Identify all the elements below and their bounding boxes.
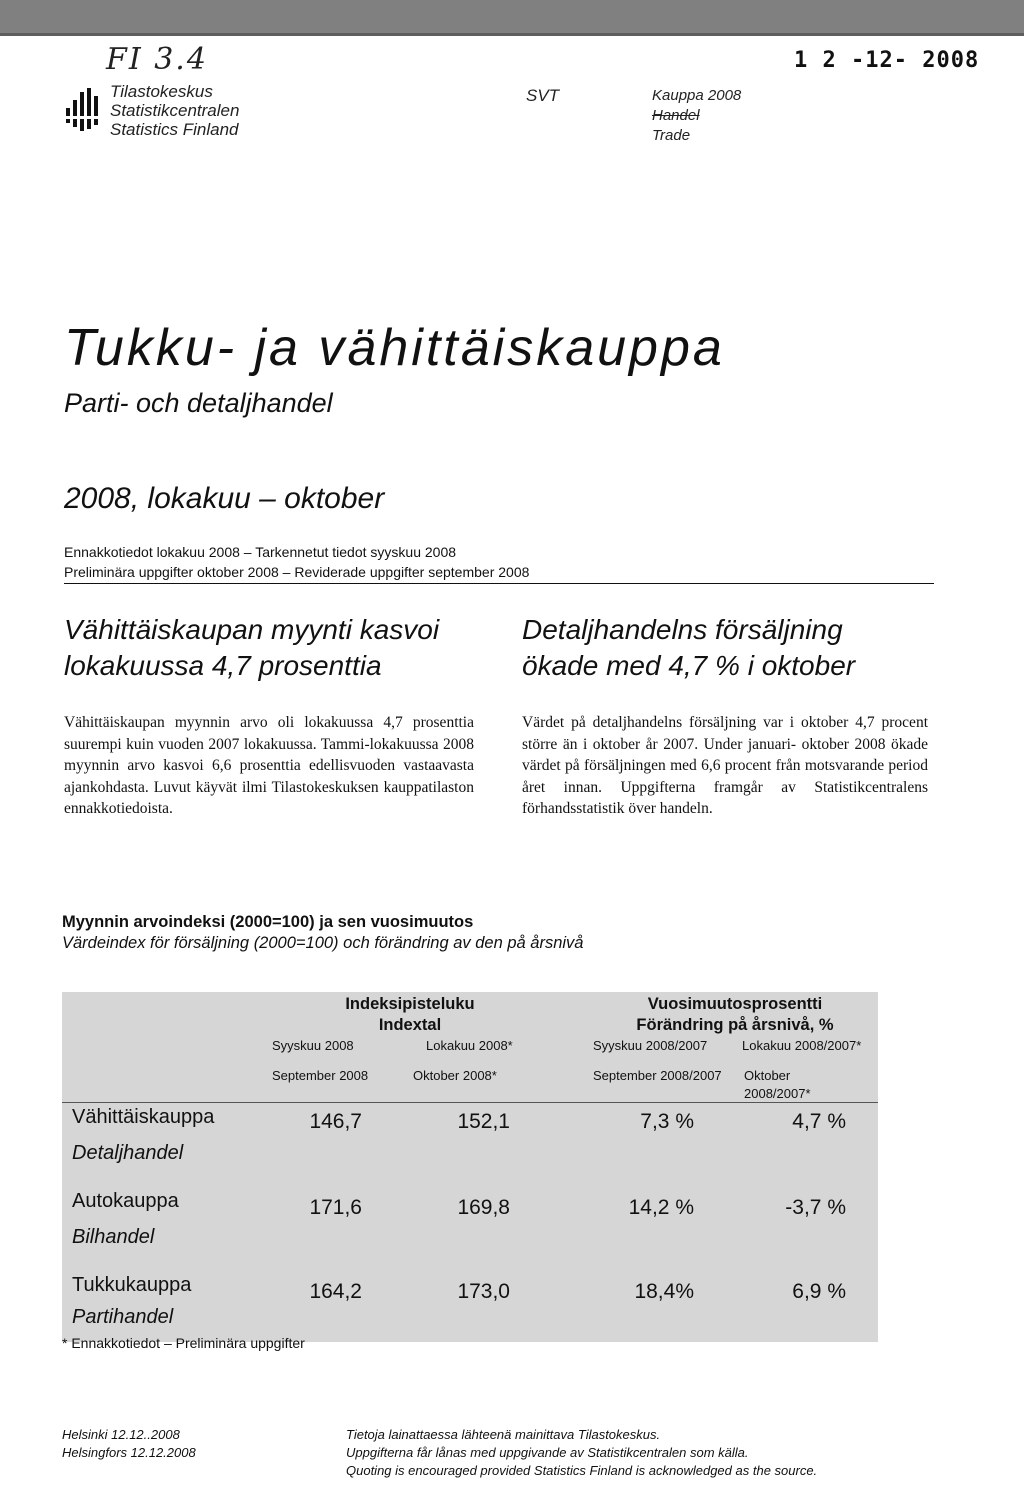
subject-label — [652, 86, 741, 146]
subject-sv: Handel — [652, 107, 700, 124]
right-heading-line1: Detaljhandelns försäljning — [522, 614, 843, 645]
quoting-note-en: Quoting is encouraged provided Statistics Finland is acknowledged as the source. — [346, 1463, 818, 1478]
right-heading-line2: ökade med 4,7 % i oktober — [522, 650, 856, 681]
handwritten-note: FI 3.4 — [106, 42, 208, 77]
scan-top-bar — [0, 0, 1024, 36]
table-cell: 169,8 — [457, 1196, 510, 1219]
table-cell: -3,7 % — [785, 1196, 846, 1219]
place-date-fi: Helsinki 12.12..2008 — [62, 1427, 180, 1442]
col-header-sep-change-fi: Syyskuu 2008/2007 — [593, 1038, 708, 1053]
table-group-index — [290, 994, 530, 1036]
place-date-sv: Helsingfors 12.12.2008 — [62, 1445, 196, 1460]
org-name-fi: Tilastokeskus — [110, 82, 213, 101]
place-date — [62, 1426, 196, 1462]
date-stamp: 1 2 -12- 2008 — [794, 48, 980, 73]
row-wholesale-label-sv: Partihandel — [72, 1306, 174, 1328]
col-header-oct-change-sv-1: Oktober — [744, 1068, 791, 1083]
table-cell: 146,7 — [309, 1110, 362, 1133]
left-column-body: Vähittäiskaupan myynnin arvo oli lokakuussa 4,7 prosenttia suurempi kuin vuoden 2007 lokakuussa. Tammi-lokakuussa 2008 myynnin arvo kasvoi 6,6 prosenttia edellisvuoden vastaavasta ajankohdasta. Luvut käyvät ilmi Tilastokeskuksen kauppatilaston ennakkotiedoista. — [64, 714, 474, 817]
table-title — [62, 912, 583, 954]
group-change-sv: Förändring på årsnivå, % — [636, 1016, 834, 1034]
period-heading: 2008, lokakuu – oktober — [64, 482, 385, 515]
row-retail-label-fi: Vähittäiskauppa — [72, 1106, 215, 1128]
row-auto-label-fi: Autokauppa — [72, 1190, 179, 1212]
col-header-oct-fi: Lokakuu 2008* — [426, 1038, 513, 1053]
table-title-fi: Myynnin arvoindeksi (2000=100) ja sen vuosimuutos — [62, 913, 474, 931]
group-index-fi: Indeksipisteluku — [345, 995, 475, 1013]
org-name-en: Statistics Finland — [110, 120, 239, 139]
page-subtitle: Parti- och detaljhandel — [64, 388, 333, 418]
left-heading-line1: Vähittäiskaupan myynti kasvoi — [64, 614, 440, 645]
right-column-body: Värdet på detaljhandelns försäljning var i oktober 4,7 procent större än i oktober år 2007. Under januari- oktober 2008 ökade värdet på försäljningen med 6,6 procent från motsvarande period året innan. Uppgifterna framgår av Statistikcentralens förhandsstatistik över handeln. — [522, 714, 928, 817]
page-title: Tukku- ja vähittäiskauppa — [64, 319, 725, 377]
table-group-change — [590, 994, 880, 1036]
table-cell: 4,7 % — [792, 1110, 846, 1133]
col-header-oct-sv: Oktober 2008* — [413, 1068, 497, 1083]
table-title-sv: Värdeindex för försäljning (2000=100) och förändring av den på årsnivå — [62, 934, 584, 952]
quoting-note-sv: Uppgifterna får lånas med uppgivande av Statistikcentralen som källa. — [346, 1445, 749, 1460]
statistics-finland-logo-icon — [64, 86, 106, 132]
left-heading-line2: lokakuussa 4,7 prosenttia — [64, 650, 382, 681]
col-header-sep-change-sv: September 2008/2007 — [593, 1068, 722, 1083]
table-cell: 164,2 — [309, 1280, 362, 1303]
row-wholesale-label-fi: Tukkukauppa — [72, 1274, 192, 1296]
subject-fi: Kauppa 2008 — [652, 87, 742, 104]
table-cell: 152,1 — [457, 1110, 510, 1133]
table-cell: 7,3 % — [640, 1110, 694, 1133]
series-label: SVT — [526, 86, 560, 105]
preliminary-note — [64, 542, 529, 582]
right-column-heading — [522, 612, 855, 684]
col-header-oct-change-fi: Lokakuu 2008/2007* — [742, 1038, 862, 1053]
table-header-rule — [62, 1102, 878, 1103]
row-retail-label-sv: Detaljhandel — [72, 1142, 184, 1164]
left-column-heading — [64, 612, 439, 684]
group-index-sv: Indextal — [378, 1016, 442, 1034]
table-footnote: * Ennakkotiedot – Preliminära uppgifter — [62, 1335, 305, 1351]
group-change-fi: Vuosimuutosprosentti — [647, 995, 823, 1013]
subject-en: Trade — [652, 127, 691, 144]
divider — [64, 583, 934, 584]
preliminary-note-fi: Ennakkotiedot lokakuu 2008 – Tarkennetut tiedot syyskuu 2008 — [64, 544, 457, 560]
quoting-note-fi: Tietoja lainattaessa lähteenä mainittava Tilastokeskus. — [346, 1427, 661, 1442]
table-cell: 173,0 — [457, 1280, 510, 1303]
table-cell: 171,6 — [309, 1196, 362, 1219]
col-header-sep-fi: Syyskuu 2008 — [272, 1038, 354, 1053]
col-header-sep-sv: September 2008 — [272, 1068, 369, 1083]
row-auto-label-sv: Bilhandel — [72, 1226, 155, 1248]
quoting-note — [346, 1426, 817, 1480]
org-name-sv: Statistikcentralen — [110, 101, 240, 120]
table-cell: 18,4% — [634, 1280, 694, 1303]
col-header-oct-change-sv-2: 2008/2007* — [744, 1086, 811, 1101]
preliminary-note-sv: Preliminära uppgifter oktober 2008 – Reviderade uppgifter september 2008 — [64, 564, 530, 580]
table-cell: 14,2 % — [628, 1196, 694, 1219]
organization-name — [110, 82, 239, 139]
table-cell: 6,9 % — [792, 1280, 846, 1303]
